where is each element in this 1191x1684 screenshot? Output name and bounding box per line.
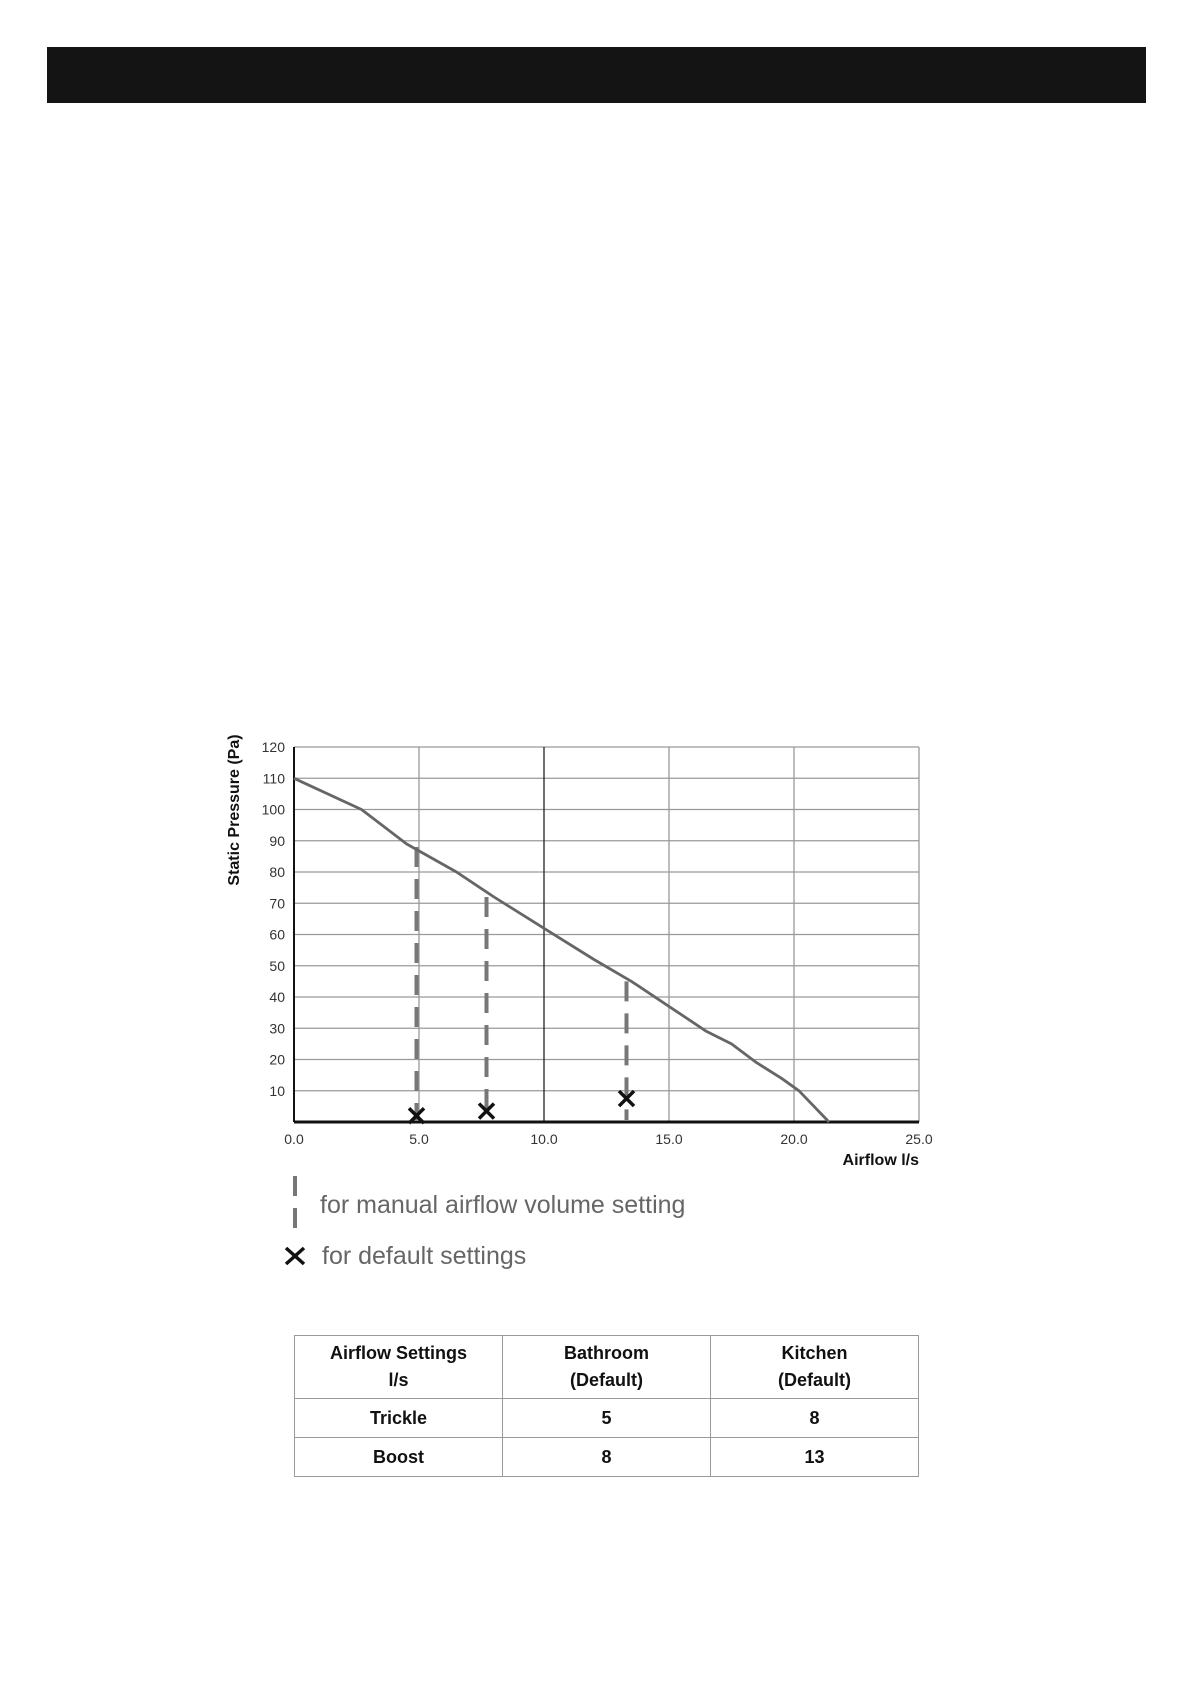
y-tick-label: 30 bbox=[269, 1020, 285, 1037]
chart-grid bbox=[294, 747, 919, 1122]
y-tick-label: 40 bbox=[269, 989, 285, 1005]
y-tick-label: 80 bbox=[269, 864, 285, 880]
default-markers bbox=[409, 1091, 634, 1123]
y-axis-title: Static Pressure (Pa) bbox=[226, 734, 243, 886]
x-tick-label: 0.0 bbox=[284, 1131, 304, 1147]
table-cell: 8 bbox=[503, 1438, 711, 1477]
table-cell: 8 bbox=[711, 1399, 919, 1438]
y-tick-label: 20 bbox=[269, 1051, 285, 1068]
header-bathroom bbox=[503, 1336, 711, 1399]
header-line: (Default) bbox=[570, 1370, 643, 1390]
header-line: Airflow Settings bbox=[329, 1343, 467, 1363]
legend-default-label: for default settings bbox=[322, 1242, 527, 1270]
y-tick-label: 110 bbox=[262, 770, 285, 787]
x-tick-labels bbox=[284, 1131, 933, 1147]
x-tick-label: 20.0 bbox=[780, 1131, 808, 1147]
y-tick-label: 120 bbox=[261, 739, 285, 755]
x-tick-label: 15.0 bbox=[655, 1131, 683, 1147]
y-tick-label: 70 bbox=[269, 895, 285, 912]
y-tick-label: 10 bbox=[269, 1082, 285, 1099]
table-cell: Trickle bbox=[295, 1399, 503, 1438]
y-tick-label: 50 bbox=[269, 957, 285, 974]
x-tick-label: 25.0 bbox=[905, 1131, 933, 1147]
legend-manual-label: for manual airflow volume setting bbox=[320, 1191, 686, 1219]
header-line: (Default) bbox=[778, 1370, 851, 1390]
table-cell: 13 bbox=[711, 1438, 919, 1477]
legend-x-marker bbox=[286, 1248, 304, 1264]
y-tick-labels bbox=[262, 739, 286, 1099]
manual-setting-lines bbox=[417, 847, 627, 1120]
y-tick-label: 60 bbox=[269, 926, 285, 943]
table-cell: 5 bbox=[503, 1399, 711, 1438]
header-airflow-settings bbox=[295, 1336, 503, 1399]
header-line: Bathroom bbox=[564, 1343, 649, 1363]
airflow-settings-table bbox=[294, 1335, 919, 1477]
x-tick-label: 5.0 bbox=[409, 1131, 429, 1147]
header-kitchen bbox=[711, 1336, 919, 1399]
table-row bbox=[295, 1399, 919, 1438]
legend bbox=[286, 1176, 685, 1270]
y-tick-label: 90 bbox=[269, 832, 285, 849]
table-cell: Boost bbox=[295, 1438, 503, 1477]
header-line: l/s bbox=[388, 1370, 409, 1390]
fan-curve-line bbox=[294, 778, 829, 1122]
table-header-row bbox=[295, 1336, 919, 1399]
curve-layer bbox=[294, 778, 829, 1122]
x-axis-title: Airflow l/s bbox=[842, 1152, 919, 1169]
y-tick-label: 100 bbox=[261, 801, 285, 818]
x-tick-label: 10.0 bbox=[530, 1131, 558, 1147]
table-row bbox=[295, 1438, 919, 1477]
header-line: Kitchen bbox=[781, 1343, 848, 1363]
